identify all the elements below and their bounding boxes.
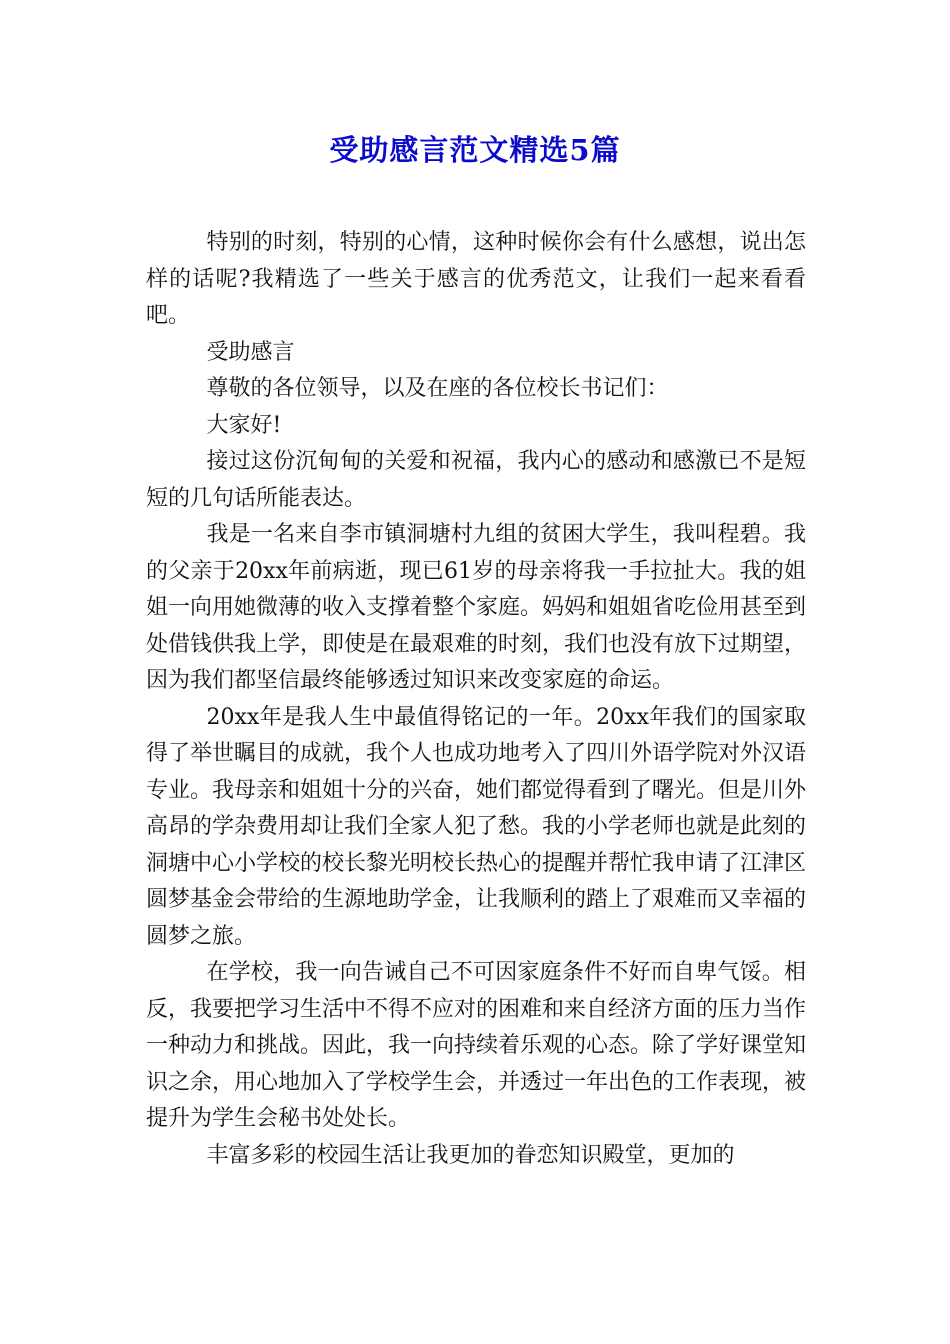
document-body [146,225,806,1174]
document-title: 受助感言范文精选5篇 [329,133,621,167]
paragraph: 我是一名来自李市镇洞塘村九组的贫困大学生，我叫程碧。我的父亲于20xx年前病逝，现已61岁的母亲将我一手拉扯大。我的姐姐一向用她微薄的收入支撑着整个家庭。妈妈和姐姐省吃俭用甚至到处借钱供我上学，即使是在最艰难的时刻，我们也没有放下过期望，因为我们都坚信最终能够透过知识来改变家庭的命运。 [146,522,807,693]
paragraph: 受助感言 [206,339,295,365]
paragraph: 接过这份沉甸甸的关爱和祝福，我内心的感动和感激已不是短短的几句话所能表达。 [146,449,806,511]
paragraph: 尊敬的各位领导，以及在座的各位校长书记们： [206,376,669,401]
paragraph: 特别的时刻，特别的心情，这种时候你会有什么感想，说出怎样的话呢?我精选了一些关于感言的优秀范文，让我们一起来看看吧。 [146,230,806,328]
paragraph: 20xx年是我人生中最值得铭记的一年。20xx年我们的国家取得了举世瞩目的成就，我个人也成功地考入了四川外语学院对外汉语专业。我母亲和姐姐十分的兴奋，她们都觉得看到了曙光。但是川外高昂的学杂费用却让我们全家人犯了愁。我的小学老师也就是此刻的洞塘中心小学校的校长黎光明校长热心的提醒并帮忙我申请了江津区圆梦基金会带给的生源地助学金，让我顺利的踏上了艰难而又幸福的圆梦之旅。 [146,704,807,949]
paragraph: 大家好! [206,412,282,438]
paragraph: 在学校，我一向告诫自己不可因家庭条件不好而自卑气馁。相反，我要把学习生活中不得不应对的困难和来自经济方面的压力当作一种动力和挑战。因此，我一向持续着乐观的心态。除了学好课堂知识之余，用心地加入了学校学生会，并透过一年出色的工作表现，被提升为学生会秘书处处长。 [146,960,807,1131]
paragraph: 丰富多彩的校园生活让我更加的眷恋知识殿堂，更加的 [206,1142,735,1168]
